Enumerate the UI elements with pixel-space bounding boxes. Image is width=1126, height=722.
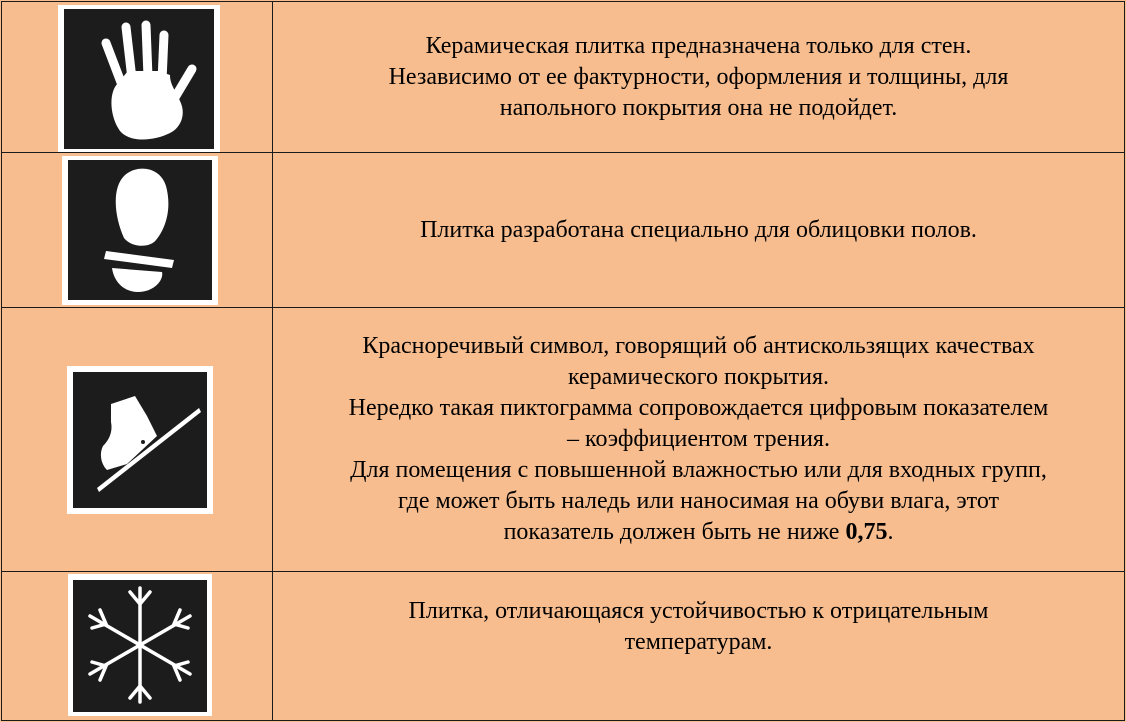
icon-cell bbox=[2, 153, 273, 308]
description-line: керамического покрытия. bbox=[567, 364, 830, 390]
description-cell bbox=[273, 308, 1125, 572]
description-cell bbox=[273, 153, 1125, 308]
icon-cell bbox=[2, 572, 273, 721]
hand-pictogram bbox=[58, 5, 220, 152]
description-line: Керамическая плитка предназначена только для стен. bbox=[425, 32, 972, 59]
description-line: температурам. bbox=[624, 629, 773, 655]
description-line: напольного покрытия она не подойдет. bbox=[499, 94, 898, 121]
slipping-shoe-icon bbox=[67, 366, 213, 514]
description-line: – коэффициентом трения. bbox=[567, 426, 830, 452]
description-line: Независимо от ее фактурности, оформления и толщины, для bbox=[388, 63, 1009, 90]
table-row bbox=[2, 153, 1125, 308]
table-row bbox=[2, 572, 1125, 721]
table-row bbox=[2, 2, 1125, 153]
description-line: Плитка разработана специально для облицовки полов. bbox=[420, 216, 977, 243]
description-text: . bbox=[887, 519, 894, 545]
footprint-icon bbox=[62, 156, 218, 305]
snowflake-icon bbox=[68, 574, 212, 716]
tile-symbols-table bbox=[1, 1, 1125, 721]
icon-cell bbox=[2, 308, 273, 572]
description-line: Нередко такая пиктограмма сопровождается цифровым показателем bbox=[348, 395, 1049, 421]
description-text: показатель должен быть не ниже bbox=[503, 519, 846, 545]
anti-slip-pictogram bbox=[67, 366, 213, 514]
hand-icon bbox=[58, 5, 220, 152]
friction-coefficient-value: 0,75 bbox=[845, 519, 888, 545]
description-line: Красноречивый символ, говорящий об антискользящих качествах bbox=[362, 333, 1035, 359]
description-cell bbox=[273, 2, 1125, 153]
description-line bbox=[273, 517, 1124, 548]
frost-resistance-pictogram bbox=[68, 574, 212, 716]
table-row bbox=[2, 308, 1125, 572]
icon-cell bbox=[2, 2, 273, 153]
description-cell bbox=[273, 572, 1125, 721]
description-line: Для помещения с повышенной влажностью или для входных групп, bbox=[350, 457, 1047, 483]
footprint-pictogram bbox=[62, 156, 218, 305]
description-line: Плитка, отличающаяся устойчивостью к отрицательным bbox=[408, 598, 989, 624]
description-line: где может быть наледь или наносимая на обуви влага, этот bbox=[397, 488, 1000, 514]
